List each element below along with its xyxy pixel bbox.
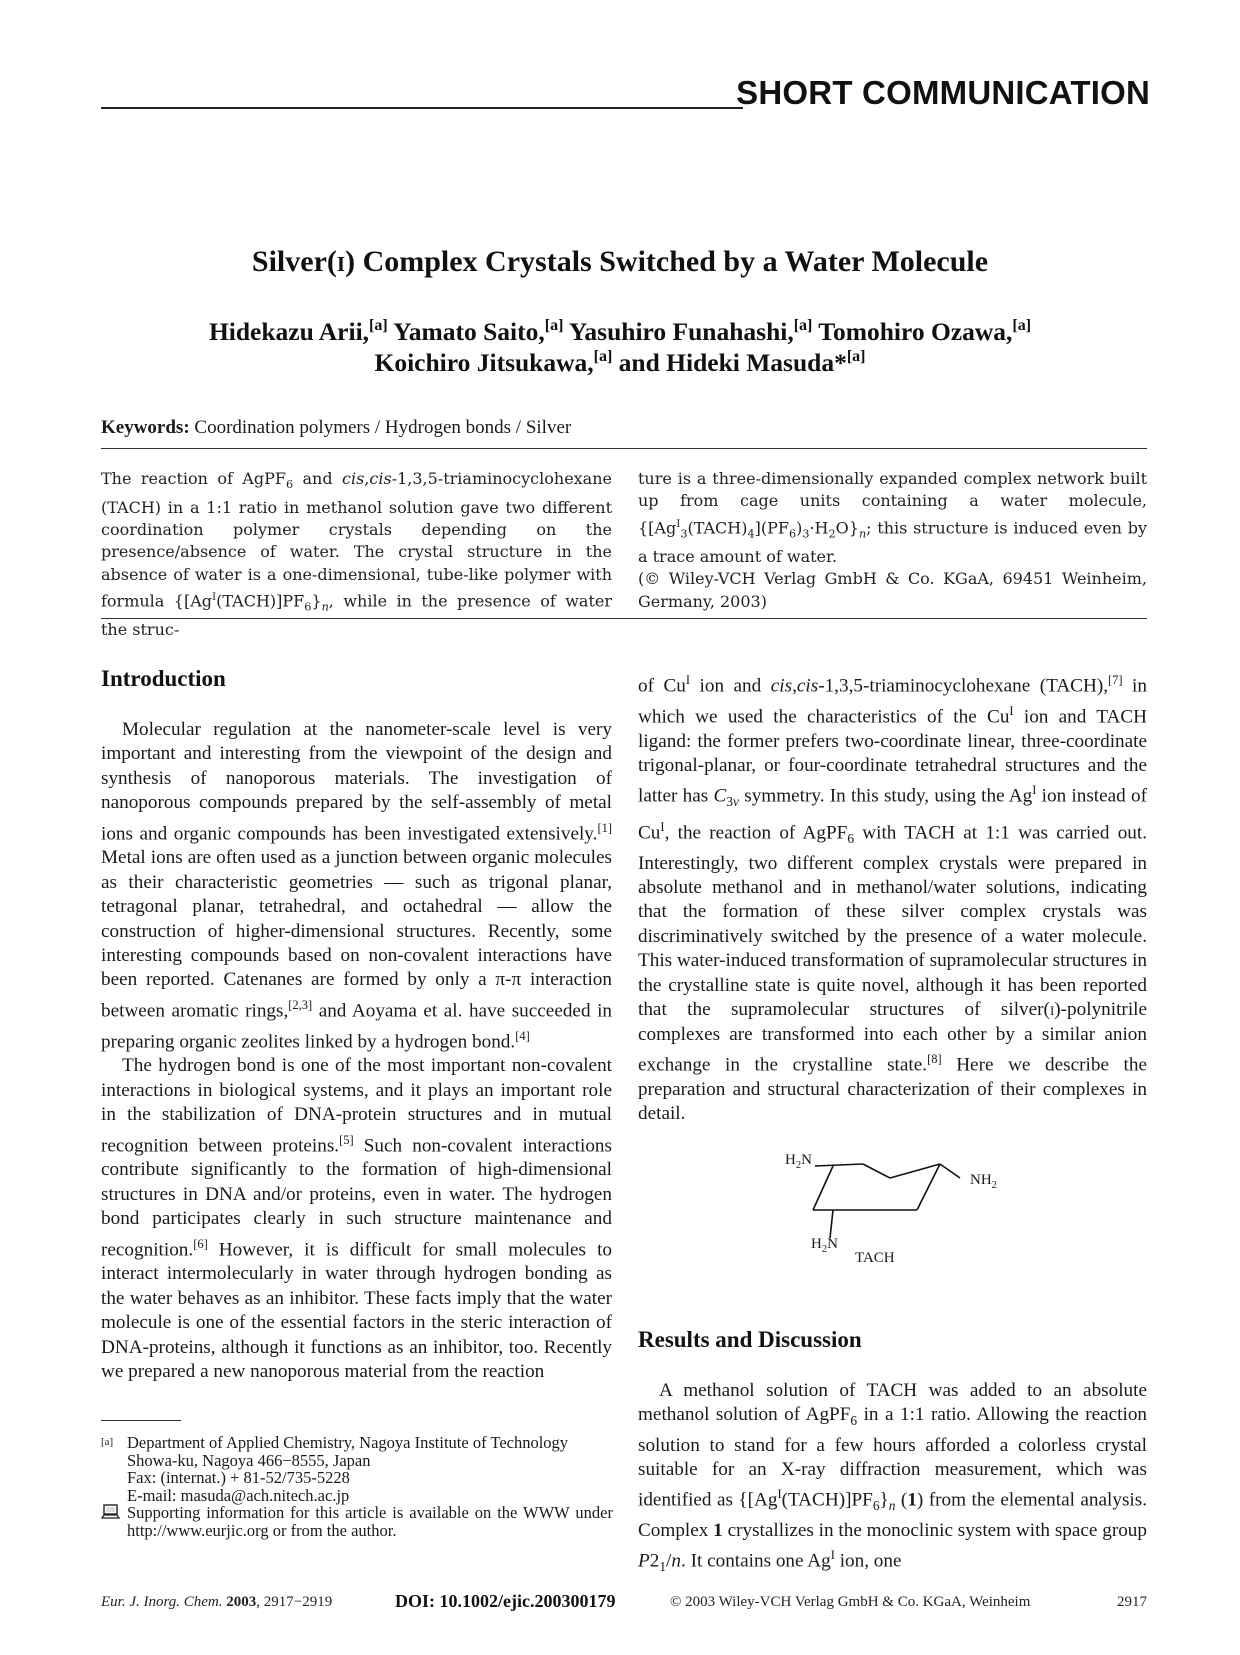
amine-label-bottom: $H_2N$ <box>811 1236 838 1255</box>
structure-caption: TACH <box>855 1250 895 1266</box>
intro-paragraph-1: Molecular regulation at the nanometer-scale level is very important and interesting from the viewpoint of the design and synthesis of nanoporous materials. The investigation of nanoporous compounds prepared by the self-assembly of metal ions and organic compounds has been investigated extensively.[1] Metal ions are often used as a junction between organic molecules as their characteristic geometries — such as trigonal planar, tetragonal planar, tetrahedral, and octahedral — allow the construction of higher-dimensional structures. Recently, some interesting compounds based on non-covalent interactions have been reported. Catenanes are formed by only a π-π interaction between aromatic rings,[2,3] and Aoyama et al. have succeeded in preparing organic zeolites linked by a hydrogen bond.[4] <box>101 719 612 1053</box>
article-title: Silver(i) Complex Crystals Switched by a Water Molecule <box>251 245 989 278</box>
intro-paragraph-2-continued: of $Cu^I$ ion and cis,cis-1,3,5-triaminocyclohexane (TACH),[7] in which we used the characteristics of the $Cu^I$ ion and TACH ligand: the former prefers two-coordinate linear, three-coordinate trigonal-planar, or four-coordinate tetrahedral structures and the latter has $C_{3v}$ symmetry. In this study, using the $Ag^I$ ion instead of $Cu^I$, the reaction of AgPF$_6$ with TACH at 1:1 was carried out. Interestingly, two different complex crystals were prepared in absolute methanol and in methanol/water solutions, indicating that the formation of these silver complex crystals was discriminatively switched by the presence of a water molecule. This water-induced transformation of supramolecular structures in the crystalline state is quite novel, although it has been reported that the supramolecular structures of silver(i)-polynitrile complexes are transformed into each other by a similar anion exchange in the crystalline state.[8] Here we describe the preparation and structural characterization of their complexes in detail. <box>638 673 1148 1125</box>
affiliation-mark: [a] <box>369 317 388 334</box>
abstract-text-left: The reaction of AgPF$_6$ and cis,cis-1,3,5-triaminocyclohexane (TACH) in a 1:1 ratio in methanol solution gave two different coordination polymer crystals depending on the presence/absence of water. The crystal structure in the absence of water is a one-dimensional, tube-like polymer with formula $\{[Ag^I(TACH)]PF_6\}_n$, while in the presence of water the struc- <box>101 469 613 640</box>
affiliation-mark: [a] <box>846 348 866 365</box>
tach-structure <box>775 1148 1015 1268</box>
amine-label-right: $NH_2$ <box>970 1172 997 1191</box>
keywords-label: Keywords: <box>101 417 190 438</box>
abstract-text-right: ture is a three-dimensionally expanded complex network built up from cage units containing a water molecule, $\{[Ag^I_3(TACH)_4](PF_6)_3\cdot H_2O\}_n$; this structure is induced even by a trace amount of water. <box>638 469 1147 566</box>
footnote-mark: [a] <box>101 1436 114 1448</box>
author-list <box>0 316 1240 378</box>
footnote <box>101 1434 613 1540</box>
results-heading: Results and Discussion <box>638 1327 862 1352</box>
abstract-right-column <box>638 468 1147 613</box>
abstract-left-column <box>101 468 612 642</box>
footnote-supporting <box>101 1504 613 1539</box>
author-line-2 <box>0 347 1240 378</box>
footer-pages: , 2917−2919 <box>256 1594 333 1610</box>
author-name: Tomohiro Ozawa, <box>818 317 1013 346</box>
footer-journal: Eur. J. Inorg. Chem. <box>101 1594 223 1610</box>
abstract-copyright: (© Wiley-VCH Verlag GmbH & Co. KGaA, 69451 Weinheim, Germany, 2003) <box>638 569 1147 611</box>
author-name: Yasuhiro Funahashi, <box>568 317 794 346</box>
author-name: Yamato Saito, <box>393 317 545 346</box>
footer-doi: DOI: 10.1002/ejic.200300179 <box>395 1591 616 1611</box>
intro-heading: Introduction <box>101 666 226 691</box>
footnote-fax: Fax: (internat.) + 81-52/735-5228 <box>127 1468 350 1488</box>
intro-paragraph-2: The hydrogen bond is one of the most important non-covalent interactions in biological systems, and it plays an important role in the stabilization of DNA-protein structures and in mutual recognition between proteins.[5] Such non-covalent interactions contribute significantly to the formation of high-dimensional structures in DNA and/or proteins, even in water. The hydrogen bond participates clearly in such structure maintenance and recognition.[6] However, it is difficult for small molecules to interact intermolecularly in water through hydrogen bonding as the water behaves as an inhibitor. These facts imply that the water molecule is one of the essential factors in the steric interaction of DNA-proteins, although it functions as an inhibitor, too. Recently we prepared a new nanoporous material from the reaction <box>101 1055 612 1383</box>
footer-year: 2003 <box>226 1594 257 1610</box>
keywords <box>101 417 571 439</box>
results-column <box>638 1379 1147 1580</box>
affiliation-mark: [a] <box>544 317 564 334</box>
results-paragraph-1: A methanol solution of TACH was added to an absolute methanol solution of AgPF$_6$ in a 1:1 ratio. Allowing the reaction solution to stand for a few hours afforded a colorless crystal suitable for an X-ray diffraction measurement, which was identified as $\{[Ag^I(TACH)]PF_6\}_n$ (1) from the elemental analysis. Complex 1 crystallizes in the monoclinic system with space group $P2_1/n$. It contains one $Ag^I$ ion, one <box>638 1380 1148 1575</box>
footnote-dept: Department of Applied Chemistry, Nagoya Institute of Technology <box>127 1433 569 1452</box>
footer-citation <box>101 1594 332 1611</box>
page-number: 2917 <box>1117 1594 1147 1610</box>
affiliation-mark: [a] <box>593 348 613 365</box>
footer-copyright: © 2003 Wiley-VCH Verlag GmbH & Co. KGaA, Weinheim <box>670 1594 1031 1610</box>
footnote-affiliation <box>101 1434 613 1504</box>
footnote-rule <box>101 1420 181 1421</box>
footnote-address: Showa-ku, Nagoya 466−8555, Japan <box>127 1450 371 1470</box>
footnote-email[interactable]: E-mail: masuda@ach.nitech.ac.jp <box>127 1485 350 1505</box>
affiliation-mark: [a] <box>793 317 813 334</box>
author-line-1 <box>0 316 1240 347</box>
author-name: Hidekazu Arii, <box>208 317 370 346</box>
amine-label-top: $H_2N$ <box>785 1152 812 1171</box>
intro-left-column <box>101 718 612 1385</box>
author-name: Koichiro Jitsukawa, <box>374 348 594 377</box>
intro-right-column <box>638 668 1147 1127</box>
computer-icon <box>101 1504 127 1527</box>
header-rule <box>101 107 743 109</box>
footnote-supporting-text: Supporting information for this article is available on the WWW under http://www.eurjic.org or from the author. <box>127 1503 613 1540</box>
author-name: and Hideki Masuda* <box>618 348 847 377</box>
abstract-bottom-rule <box>101 618 1147 619</box>
keywords-text: Coordination polymers / Hydrogen bonds / Silver <box>194 417 572 438</box>
affiliation-mark: [a] <box>1012 317 1032 334</box>
section-label: SHORT COMMUNICATION <box>736 74 1150 111</box>
abstract-top-rule <box>101 448 1147 449</box>
